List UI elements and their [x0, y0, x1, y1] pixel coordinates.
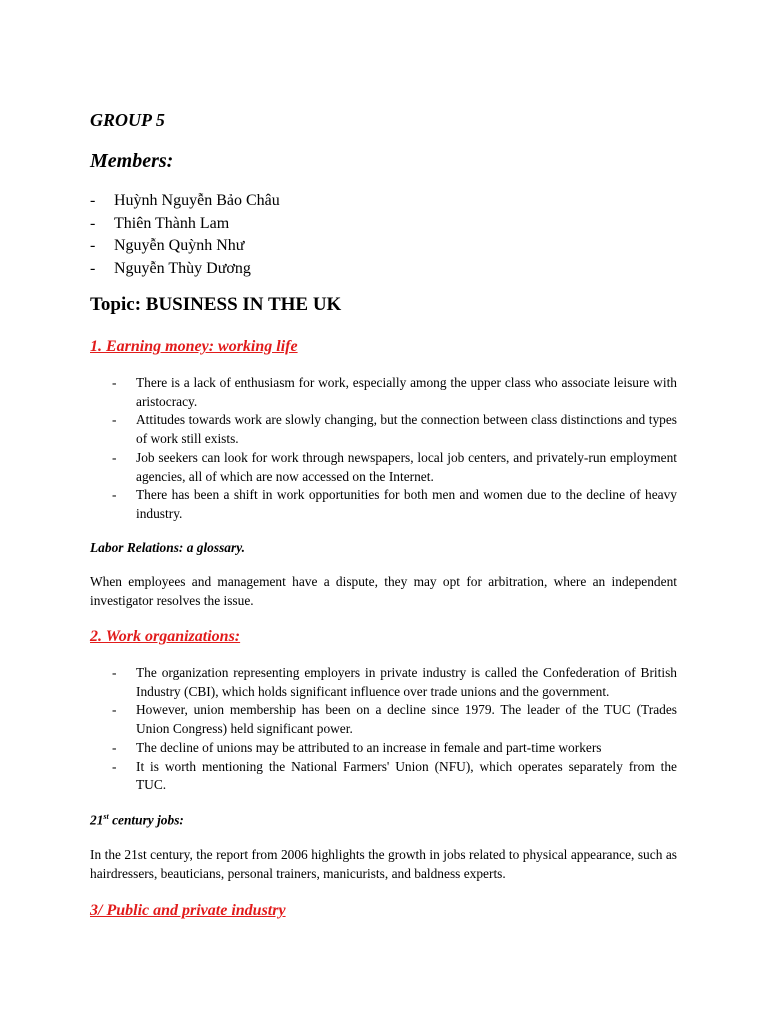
section1-bullet-list — [90, 374, 677, 524]
group-title: GROUP 5 — [90, 110, 165, 130]
bullet-dash: - — [112, 412, 117, 428]
subheading-suffix: century jobs: — [108, 812, 184, 828]
member-list — [90, 190, 690, 281]
bullet-dash: - — [112, 739, 117, 755]
bullet-dash: - — [90, 260, 96, 278]
bullet-dash: - — [90, 192, 96, 209]
list-item-text: There is a lack of enthusiasm for work, especially among the upper class who associate leisure with aristocracy. — [136, 375, 677, 409]
members-title: Members: — [90, 150, 174, 172]
member-name: Huỳnh Nguyễn Bảo Châu — [114, 192, 280, 209]
list-item — [90, 486, 677, 523]
subheading-labor-relations: Labor Relations: a glossary. — [90, 540, 245, 555]
paragraph-arbitration: When employees and management have a dispute, they may opt for arbitration, where an independent investigator resolves the issue. — [90, 574, 677, 608]
list-item-text: Attitudes towards work are slowly changing, but the connection between class distinctions and types of work still exists. — [136, 412, 677, 447]
bullet-dash: - — [90, 214, 96, 232]
bullet-dash: - — [112, 487, 117, 503]
list-item — [90, 664, 677, 701]
member-name: Thiên Thành Lam — [114, 214, 230, 232]
list-item-text: However, union membership has been on a decline since 1979. The leader of the TUC (Trades Union Congress) held significant power. — [136, 702, 677, 737]
topic-title: Topic: BUSINESS IN THE UK — [90, 294, 342, 315]
list-item-text: The organization representing employers in private industry is called the Confederation of British Industry (CBI), which holds significant influence over trade unions and the government. — [136, 665, 677, 699]
section-heading-earning-money: 1. Earning money: working life — [90, 338, 298, 355]
list-item — [90, 449, 677, 486]
bullet-dash: - — [112, 449, 117, 465]
member-item — [90, 235, 690, 258]
bullet-dash: - — [90, 237, 96, 255]
member-name: Nguyễn Quỳnh Như — [114, 237, 245, 255]
list-item — [90, 701, 677, 738]
list-item-text: There has been a shift in work opportunities for both men and women due to the decline of heavy industry. — [136, 487, 677, 521]
subheading-21st-century-jobs — [90, 812, 184, 828]
list-item-text: Job seekers can look for work through newspapers, local job centers, and privately-run employment agencies, all of which are now accessed on the Internet. — [136, 449, 677, 484]
list-item — [90, 374, 677, 411]
member-item — [90, 190, 690, 213]
list-item — [90, 411, 677, 448]
member-item — [90, 213, 690, 236]
member-name: Nguyễn Thùy Dương — [114, 260, 251, 278]
paragraph-21st-century: In the 21st century, the report from 2006 highlights the growth in jobs related to physical appearance, such as hairdressers, beauticians, personal trainers, manicurists, and baldness experts. — [90, 847, 677, 881]
subheading-superscript: st — [103, 812, 109, 821]
list-item-text: It is worth mentioning the National Farmers' Union (NFU), which operates separately from the TUC. — [136, 758, 677, 793]
list-item — [90, 758, 677, 795]
member-item — [90, 258, 690, 281]
section-heading-public-private-industry: 3/ Public and private industry — [90, 902, 286, 919]
list-item — [90, 739, 677, 758]
bullet-dash: - — [112, 375, 117, 390]
bullet-dash: - — [112, 758, 117, 774]
section-heading-work-organizations: 2. Work organizations: — [90, 628, 241, 645]
list-item-text: The decline of unions may be attributed to an increase in female and part-time workers — [136, 739, 602, 755]
bullet-dash: - — [112, 702, 117, 718]
section2-bullet-list — [90, 664, 677, 795]
bullet-dash: - — [112, 665, 117, 680]
subheading-prefix: 21 — [90, 812, 104, 828]
